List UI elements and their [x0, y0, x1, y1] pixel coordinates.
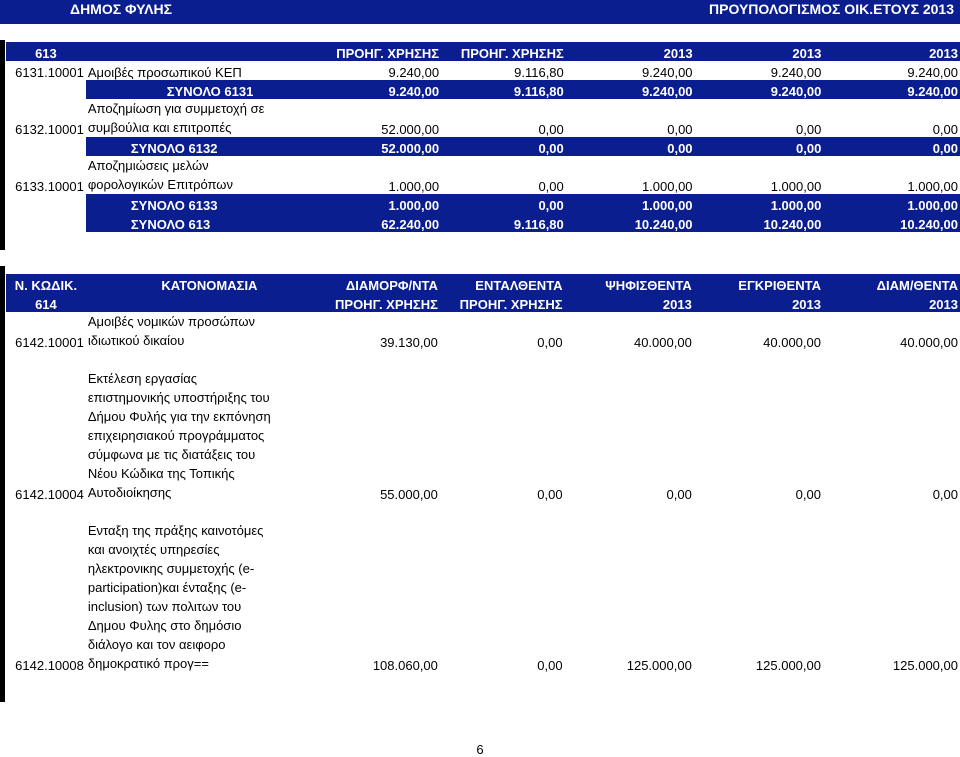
- value-cell: 1.000,00: [388, 198, 440, 213]
- value-cell: 1.000,00: [770, 198, 822, 213]
- value-cell: 39.130,00: [380, 335, 438, 350]
- account-description: Δήμου Φυλής για την εκπόνηση: [87, 409, 271, 424]
- table-row: [6, 61, 960, 80]
- account-description: Αμοιβές νομικών προσώπων: [87, 314, 256, 329]
- value-cell: 0,00: [667, 122, 693, 137]
- total-label: ΣΥΝΟΛΟ 613: [130, 217, 211, 232]
- account-description: inclusion) των πολιτων του: [87, 599, 242, 614]
- value-cell: 0,00: [932, 141, 958, 156]
- value-cell: 0,00: [538, 179, 564, 194]
- table-header-row: [6, 293, 960, 312]
- value-cell: 0,00: [538, 122, 564, 137]
- value-cell: 125.000,00: [892, 658, 958, 673]
- value-cell: 9.240,00: [770, 65, 822, 80]
- value-cell: 40.000,00: [633, 335, 692, 350]
- value-cell: 9.240,00: [907, 65, 958, 80]
- account-description: δημοκρατικό προγ==: [87, 656, 209, 671]
- table-row: [6, 99, 960, 137]
- account-code: 6142.10008: [15, 658, 84, 673]
- left-border: [0, 266, 5, 702]
- value-cell: 125.000,00: [755, 658, 821, 673]
- col-header: ΠΡΟΗΓ. ΧΡΗΣΗΣ: [336, 46, 440, 61]
- value-cell: 0,00: [796, 122, 822, 137]
- account-description: Δημου Φυλης στο δημόσιο: [87, 618, 242, 633]
- value-cell: 9.240,00: [388, 65, 440, 80]
- table-row: [6, 156, 960, 194]
- table-header-row: [6, 42, 960, 61]
- account-description: Αυτοδιοίκησης: [87, 485, 172, 500]
- col-header: ΨΗΦΙΣΘΕΝΤΑ: [605, 278, 692, 293]
- value-cell: 108.060,00: [372, 658, 438, 673]
- value-cell: 0,00: [537, 487, 563, 502]
- col-header: ΕΝΤΑΛΘΕΝΤΑ: [475, 278, 563, 293]
- account-description: Ενταξη της πράξης καινοτόμες: [87, 523, 264, 538]
- value-cell: 52.000,00: [381, 122, 440, 137]
- account-description: participation)και ένταξης (e-: [87, 580, 247, 595]
- value-cell: 10.240,00: [763, 217, 822, 232]
- value-cell: 10.240,00: [634, 217, 693, 232]
- page-number: 6: [476, 742, 484, 757]
- subtotal-row: [6, 194, 960, 213]
- value-cell: 9.116,80: [513, 217, 564, 232]
- col-header: ΠΡΟΗΓ. ΧΡΗΣΗΣ: [459, 297, 563, 312]
- value-cell: 0,00: [538, 198, 564, 213]
- col-header: 2013: [663, 46, 693, 61]
- subtotal-label: ΣΥΝΟΛΟ 6132: [130, 141, 218, 156]
- account-description: Αποζημίωση για συμμετοχή σε: [87, 101, 265, 116]
- section-code: 614: [35, 297, 57, 312]
- table-613: [6, 42, 960, 232]
- value-cell: 10.240,00: [900, 217, 958, 232]
- col-header: 2013: [792, 297, 821, 312]
- left-border: [0, 40, 5, 250]
- account-code: 6142.10001: [15, 335, 84, 350]
- table-row: [6, 369, 960, 502]
- value-cell: 9.240,00: [641, 65, 693, 80]
- total-row: [6, 213, 960, 232]
- col-header: 2013: [662, 297, 692, 312]
- col-header: ΚΑΤΟΝΟΜΑΣΙΑ: [161, 278, 258, 293]
- account-description: Αποζημιώσεις μελών: [87, 158, 209, 173]
- account-description: Αμοιβές προσωπικού ΚΕΠ: [87, 65, 242, 80]
- col-header: ΠΡΟΗΓ. ΧΡΗΣΗΣ: [335, 297, 438, 312]
- value-cell: 1.000,00: [388, 179, 440, 194]
- account-code: 6142.10004: [15, 487, 84, 502]
- municipality-title: ΔΗΜΟΣ ΦΥΛΗΣ: [70, 1, 173, 17]
- table-header-row: [6, 274, 960, 293]
- col-header: ΕΓΚΡΙΘΕΝΤΑ: [738, 278, 821, 293]
- col-header: Ν. ΚΩΔΙΚ.: [14, 278, 78, 293]
- value-cell: 0,00: [537, 658, 563, 673]
- subtotal-label: ΣΥΝΟΛΟ 6133: [130, 198, 218, 213]
- value-cell: 0,00: [796, 141, 822, 156]
- value-cell: 9.116,80: [514, 65, 564, 80]
- value-cell: 1.000,00: [770, 179, 822, 194]
- col-header: ΠΡΟΗΓ. ΧΡΗΣΗΣ: [460, 46, 564, 61]
- value-cell: 0,00: [537, 335, 563, 350]
- value-cell: 1.000,00: [907, 198, 958, 213]
- table-row: [6, 312, 960, 350]
- col-header: 2013: [929, 46, 958, 61]
- col-header: 2013: [792, 46, 822, 61]
- value-cell: 9.240,00: [907, 84, 958, 99]
- value-cell: 0,00: [795, 487, 821, 502]
- value-cell: 40.000,00: [900, 335, 958, 350]
- account-description: και ανοιχτές υπηρεσίες: [87, 542, 220, 557]
- value-cell: 9.240,00: [641, 84, 693, 99]
- col-header: ΔΙΑΜΟΡΦ/ΝΤΑ: [345, 278, 438, 293]
- account-description: συμβούλια και επιτροπές: [87, 120, 232, 135]
- value-cell: 125.000,00: [626, 658, 692, 673]
- account-description: Εκτέλεση εργασίας: [87, 371, 198, 386]
- account-description: Νέου Κώδικα της Τοπικής: [87, 466, 235, 481]
- value-cell: 0,00: [932, 487, 958, 502]
- subtotal-label: ΣΥΝΟΛΟ 6131: [166, 84, 254, 99]
- page-header: [0, 0, 960, 24]
- section-code: 613: [35, 46, 57, 61]
- account-description: φορολογικών Επιτρόπων: [87, 177, 233, 192]
- account-code: 6133.10001: [15, 179, 84, 194]
- value-cell: 1.000,00: [641, 198, 693, 213]
- table-614: [6, 274, 960, 673]
- col-header: ΔΙΑΜ/ΘΕΝΤΑ: [876, 278, 958, 293]
- value-cell: 0,00: [932, 122, 958, 137]
- value-cell: 1.000,00: [641, 179, 693, 194]
- subtotal-row: [6, 137, 960, 156]
- col-header: 2013: [929, 297, 958, 312]
- subtotal-row: [6, 80, 960, 99]
- account-code: 6131.10001: [15, 65, 84, 80]
- budget-title: ΠΡΟΥΠΟΛΟΓΙΣΜΟΣ ΟΙΚ.ΕΤΟΥΣ 2013: [709, 1, 954, 17]
- account-description: επιστημονικής υποστήριξης του: [87, 390, 270, 405]
- account-description: σύμφωνα με τις διατάξεις του: [87, 447, 256, 462]
- value-cell: 52.000,00: [381, 141, 440, 156]
- value-cell: 1.000,00: [907, 179, 958, 194]
- account-description: ιδιωτικού δικαίου: [87, 333, 185, 348]
- table-row: [6, 521, 960, 673]
- value-cell: 62.240,00: [381, 217, 440, 232]
- value-cell: 55.000,00: [380, 487, 438, 502]
- value-cell: 0,00: [666, 487, 692, 502]
- value-cell: 9.240,00: [770, 84, 822, 99]
- value-cell: 0,00: [538, 141, 564, 156]
- account-description: ηλεκτρονικης συμμετοχής (e-: [87, 561, 255, 576]
- account-description: διάλογο και τον αειφορο: [87, 637, 226, 652]
- account-code: 6132.10001: [15, 122, 84, 137]
- value-cell: 9.116,80: [513, 84, 564, 99]
- value-cell: 40.000,00: [763, 335, 821, 350]
- value-cell: 9.240,00: [388, 84, 440, 99]
- account-description: επιχειρησιακού προγράμματος: [87, 428, 265, 443]
- value-cell: 0,00: [667, 141, 693, 156]
